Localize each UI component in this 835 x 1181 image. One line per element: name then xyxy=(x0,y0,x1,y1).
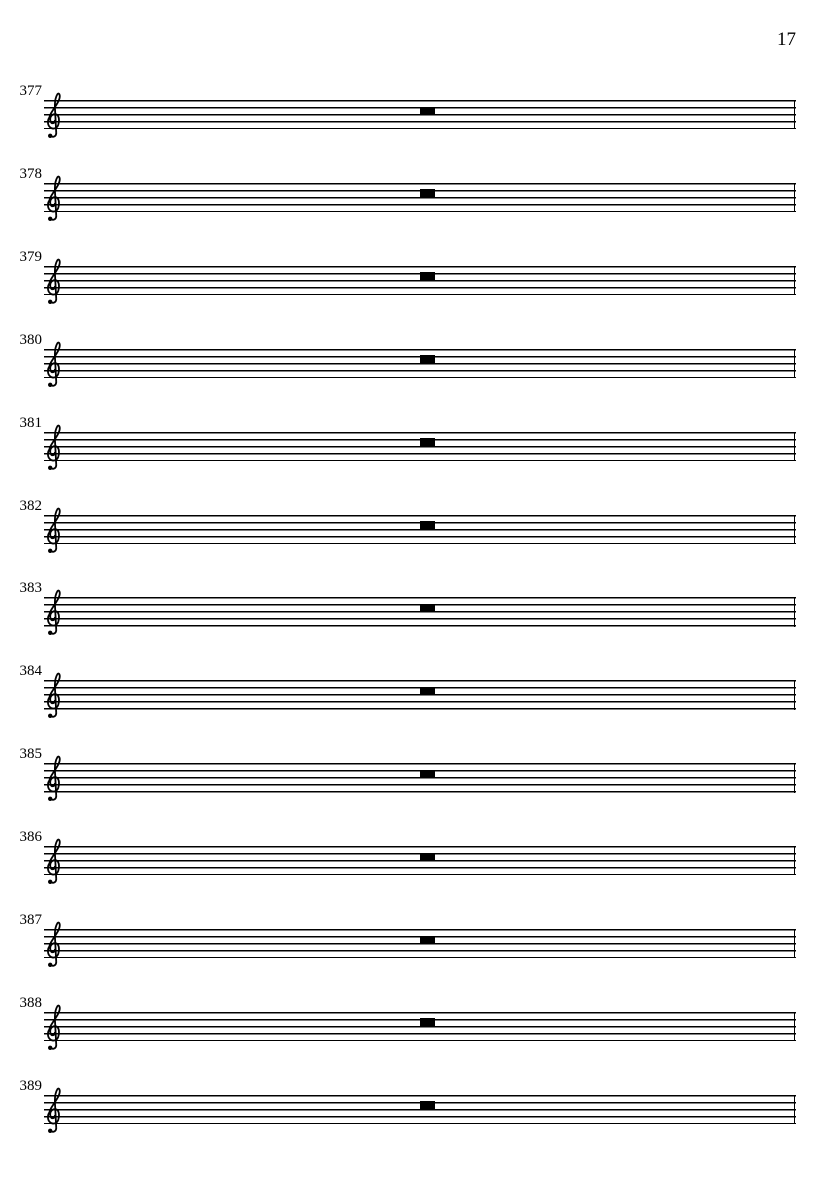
staff-lines xyxy=(44,846,796,875)
measure-number: 381 xyxy=(19,414,42,431)
treble-clef-icon xyxy=(45,920,61,968)
staff-lines xyxy=(44,597,796,626)
staff-system xyxy=(0,663,835,710)
measure-number: 383 xyxy=(19,580,42,597)
staff-system xyxy=(0,746,835,793)
end-barline xyxy=(794,100,796,129)
staff-lines xyxy=(44,432,796,461)
measure-number: 389 xyxy=(19,1077,42,1094)
treble-clef-icon xyxy=(45,423,61,471)
staff-system xyxy=(0,912,835,959)
whole-rest-icon xyxy=(420,1101,435,1109)
measure-number: 378 xyxy=(19,165,42,182)
treble-clef-icon xyxy=(45,1086,61,1134)
whole-rest-icon xyxy=(420,687,435,695)
end-barline xyxy=(794,846,796,875)
staff-system xyxy=(0,414,835,462)
whole-rest-icon xyxy=(420,355,435,363)
measure-number: 385 xyxy=(19,746,42,763)
whole-rest-icon xyxy=(420,936,435,944)
treble-clef-icon xyxy=(45,257,61,305)
staff-lines xyxy=(44,100,796,129)
staff-system xyxy=(0,1077,835,1125)
staff-system xyxy=(0,497,835,545)
staff-lines xyxy=(44,929,796,958)
end-barline xyxy=(794,763,796,792)
staff-lines xyxy=(44,680,796,709)
staff-lines xyxy=(44,349,796,378)
staff-lines xyxy=(44,763,796,792)
end-barline xyxy=(794,597,796,626)
end-barline xyxy=(794,432,796,461)
end-barline xyxy=(794,1095,796,1124)
measure-number: 384 xyxy=(19,663,42,680)
measure-number: 382 xyxy=(19,497,42,514)
whole-rest-icon xyxy=(420,1018,435,1026)
measure-number: 388 xyxy=(19,994,42,1011)
whole-rest-icon xyxy=(420,189,435,197)
treble-clef-icon xyxy=(45,588,61,636)
page-number: 17 xyxy=(777,29,796,50)
staff-system xyxy=(0,165,835,213)
whole-rest-icon xyxy=(420,853,435,861)
end-barline xyxy=(794,266,796,295)
treble-clef-icon xyxy=(45,837,61,885)
end-barline xyxy=(794,183,796,212)
staff-lines xyxy=(44,183,796,212)
treble-clef-icon xyxy=(45,91,61,139)
staff-lines xyxy=(44,266,796,295)
treble-clef-icon xyxy=(45,1003,61,1051)
treble-clef-icon xyxy=(45,671,61,719)
treble-clef-icon xyxy=(45,340,61,388)
whole-rest-icon xyxy=(420,770,435,778)
staff-system xyxy=(0,331,835,379)
measure-number: 377 xyxy=(19,83,42,99)
measure-number: 379 xyxy=(19,248,42,265)
staff-lines xyxy=(44,1095,796,1124)
measure-number: 380 xyxy=(19,331,42,348)
whole-rest-icon xyxy=(420,604,435,612)
end-barline xyxy=(794,929,796,958)
treble-clef-icon xyxy=(45,174,61,222)
end-barline xyxy=(794,1012,796,1041)
whole-rest-icon xyxy=(420,272,435,280)
staff-system xyxy=(0,580,835,627)
measure-number: 386 xyxy=(19,829,42,846)
end-barline xyxy=(794,349,796,378)
whole-rest-icon xyxy=(420,107,435,115)
treble-clef-icon xyxy=(45,506,61,554)
whole-rest-icon xyxy=(420,438,435,446)
treble-clef-icon xyxy=(45,754,61,802)
staff-system xyxy=(0,248,835,296)
staff-lines xyxy=(44,515,796,544)
staff-system xyxy=(0,83,835,130)
measure-number: 387 xyxy=(19,912,42,928)
end-barline xyxy=(794,680,796,709)
staff-system xyxy=(0,829,835,876)
end-barline xyxy=(794,515,796,544)
whole-rest-icon xyxy=(420,521,435,529)
staff-lines xyxy=(44,1012,796,1041)
staff-system xyxy=(0,994,835,1042)
